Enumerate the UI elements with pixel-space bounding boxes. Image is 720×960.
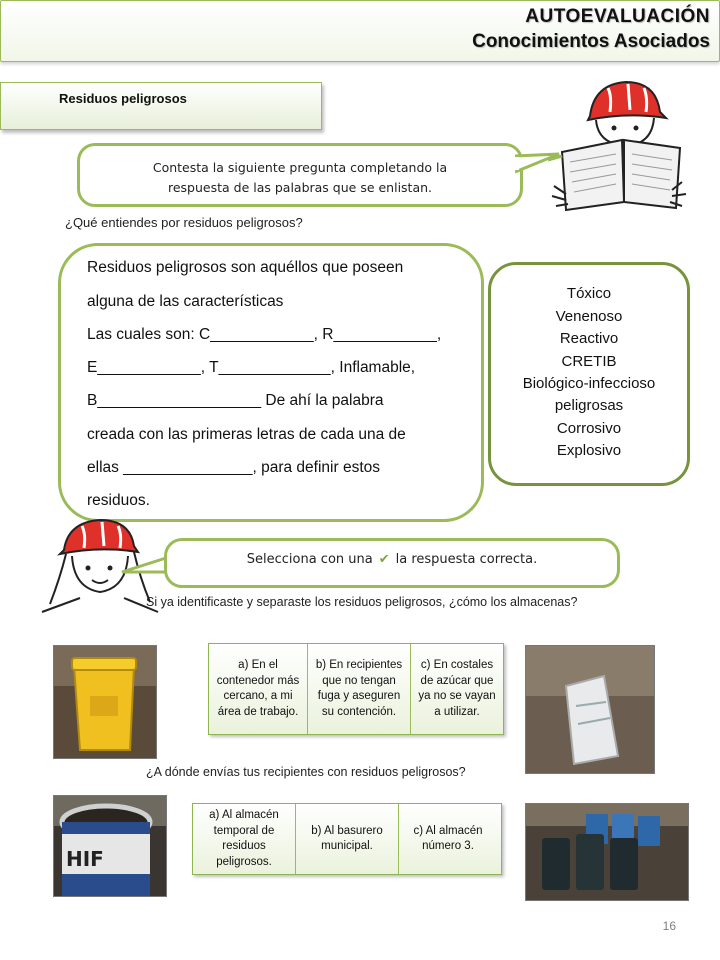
answer-line: alguna de las características — [87, 293, 284, 310]
instruction2-after: la respuesta correcta. — [395, 552, 538, 567]
word-item: peligrosas — [554, 397, 624, 414]
question-3: ¿A dónde envías tus recipientes con residuos peligrosos? — [146, 765, 466, 779]
sugar-sack-photo — [525, 645, 655, 774]
yellow-container-photo — [53, 645, 157, 759]
word-item: CRETIB — [561, 353, 617, 370]
options-row-2 — [192, 803, 502, 875]
drum-label: HIF — [66, 847, 104, 871]
option-1b[interactable]: b) En recipientes que no tengan fuga y aseguren su contención. — [308, 644, 411, 734]
options-row-1 — [208, 643, 504, 735]
instruction1-line1: Contesta la siguiente pregunta completando la — [152, 160, 448, 175]
section-tag — [0, 82, 322, 130]
page-title: AUTOEVALUACIÓN — [525, 6, 710, 27]
option-2a[interactable]: a) Al almacén temporal de residuos peligrosos. — [193, 804, 296, 874]
option-2c[interactable]: c) Al almacén número 3. — [413, 824, 483, 852]
word-item: Biológico-infeccioso — [522, 375, 656, 392]
answer-line: creada con las primeras letras de cada una de — [87, 426, 406, 443]
answer-line: Residuos peligrosos son aquéllos que poseen — [87, 259, 404, 276]
question-2: Si ya identificaste y separaste los residuos peligrosos, ¿cómo los almacenas? — [146, 595, 578, 609]
metal-drum-photo — [53, 795, 167, 897]
page-number: 16 — [662, 919, 676, 933]
answer-line: ellas _______________, para definir estos — [87, 459, 381, 476]
instruction-bubble-1 — [77, 143, 523, 207]
check-icon: ✔ — [378, 552, 390, 567]
option-1c[interactable]: c) En costales de azúcar que ya no se vayan a utilizar. — [418, 659, 496, 718]
answer-line: Las cuales son: C____________, R____________, — [87, 326, 442, 343]
word-item: Corrosivo — [556, 420, 622, 437]
bubble-pointer — [515, 150, 561, 180]
instruction2-before: Selecciona con una — [246, 552, 373, 567]
question-1: ¿Qué entiendes por residuos peligrosos? — [65, 215, 303, 230]
section-label: Residuos peligrosos — [59, 91, 187, 106]
answer-line: B___________________ De ahí la palabra — [87, 392, 384, 409]
word-item: Tóxico — [566, 285, 612, 302]
word-list-box — [488, 262, 690, 486]
bubble-pointer-2 — [120, 554, 168, 578]
word-item: Reactivo — [559, 330, 619, 347]
reading-worker-illustration — [548, 74, 688, 214]
word-item: Explosivo — [556, 442, 622, 459]
instruction-bubble-2 — [164, 538, 620, 588]
answer-line: E____________, T_____________, Inflamable, — [87, 359, 416, 376]
word-item: Venenoso — [555, 308, 623, 325]
instruction1-line2: respuesta de las palabras que se enlistan. — [167, 180, 433, 195]
option-1a[interactable]: a) En el contenedor más cercano, a mi área de trabajo. — [209, 644, 308, 734]
drum-storage-photo — [525, 803, 689, 901]
page-subtitle: Conocimientos Asociados — [472, 31, 710, 52]
option-2b[interactable]: b) Al basurero municipal. — [296, 804, 399, 874]
answer-line: residuos. — [87, 492, 150, 509]
fill-in-answer-box — [58, 243, 484, 522]
